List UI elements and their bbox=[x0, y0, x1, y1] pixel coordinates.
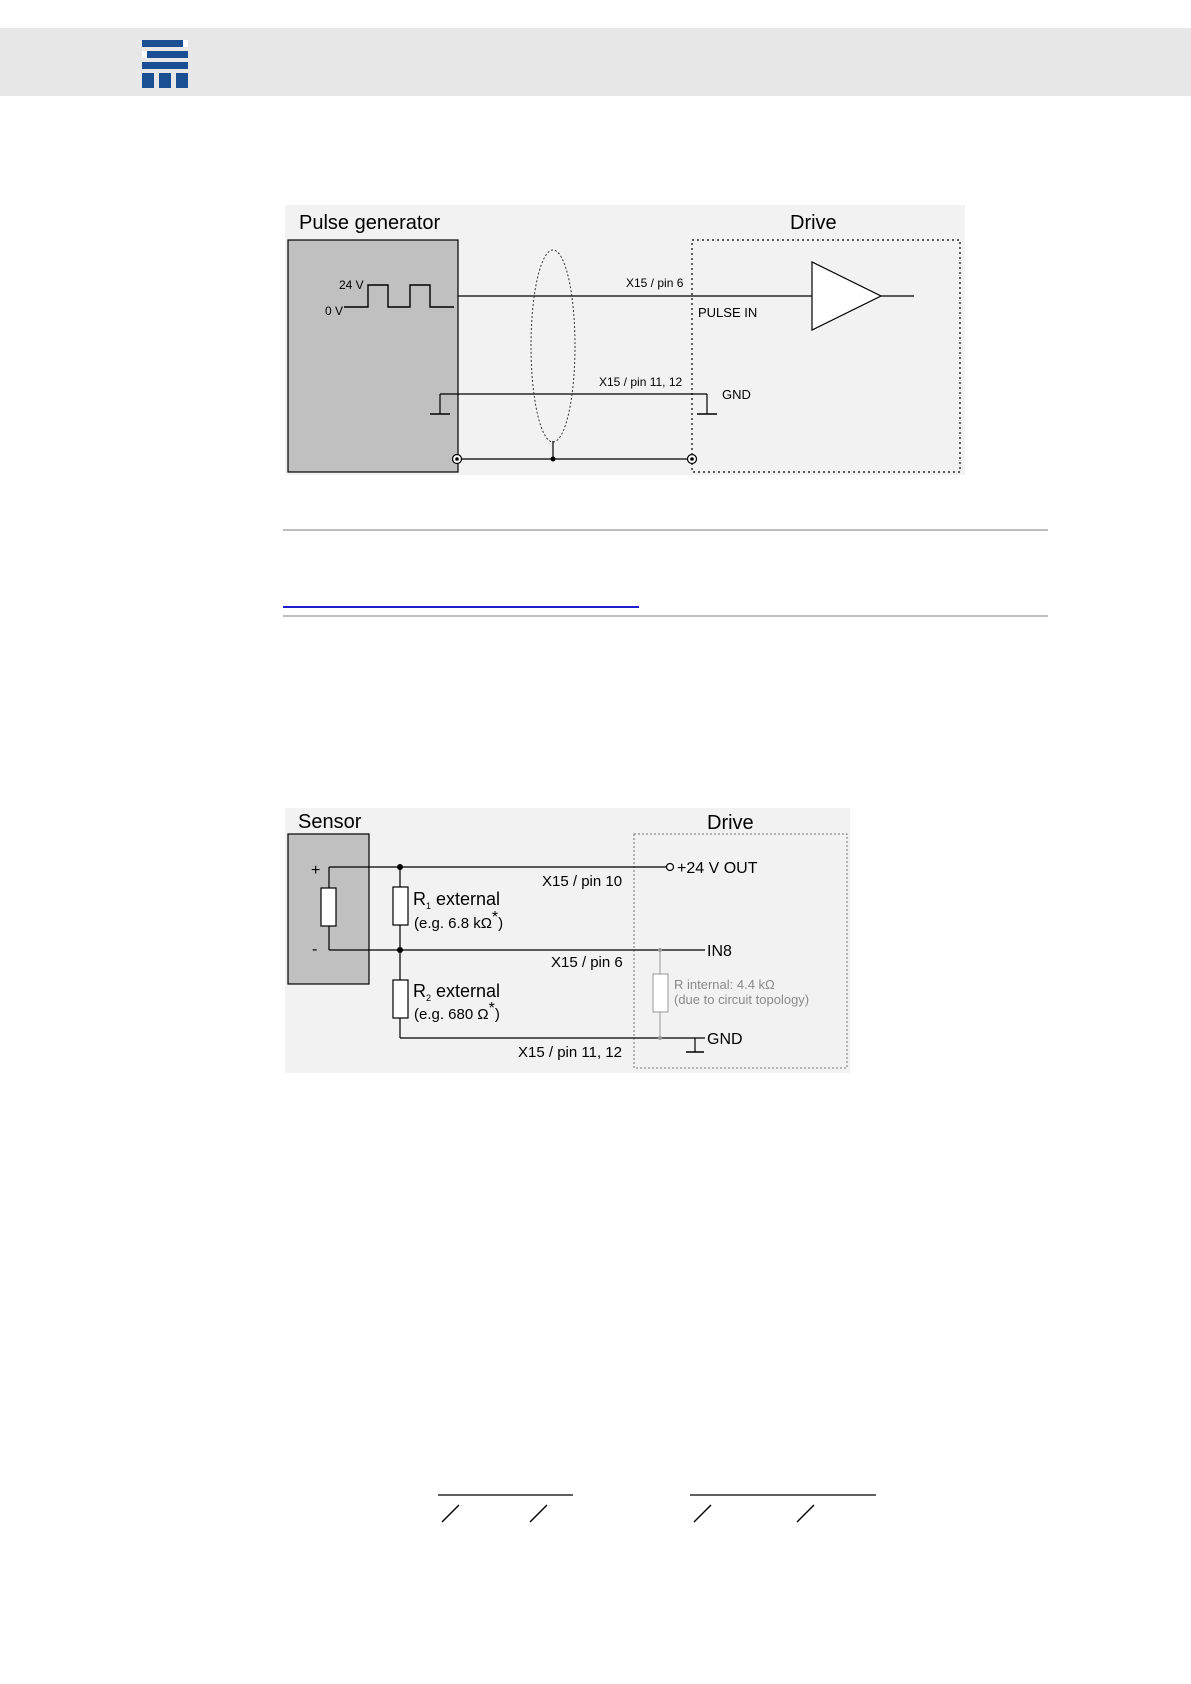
junction-top bbox=[397, 864, 403, 870]
label-pin6-2: X15 / pin 6 bbox=[551, 954, 623, 971]
label-gnd-2: GND bbox=[707, 1031, 743, 1048]
label-r2: $R_2$ external bbox=[413, 981, 501, 1003]
figure2-background bbox=[285, 808, 850, 1073]
label-gnd: GND bbox=[722, 387, 751, 402]
label-r2-value: (e.g. 680 Ω*) bbox=[414, 1000, 500, 1023]
note-rule-top bbox=[283, 529, 1048, 531]
figure-sensor-wiring bbox=[285, 808, 850, 1073]
label-24v-out: +24 V OUT bbox=[677, 860, 758, 877]
label-r1-value: (e.g. 6.8 kΩ*) bbox=[414, 909, 504, 932]
formula-fraction-bars bbox=[438, 1495, 876, 1522]
label-pin11-12: X15 / pin 11, 12 bbox=[599, 375, 683, 389]
hyperlink-underline[interactable] bbox=[283, 606, 639, 608]
slash-3 bbox=[694, 1505, 711, 1522]
resistor-r1 bbox=[393, 887, 408, 925]
resistor-internal bbox=[653, 974, 668, 1012]
figure-pulse-generator-wiring bbox=[285, 205, 965, 475]
terminal-24v-out bbox=[667, 864, 674, 871]
note-rule-bottom bbox=[283, 615, 1048, 617]
slash-2 bbox=[530, 1505, 547, 1522]
sensor-resistor bbox=[321, 888, 336, 926]
label-plus: + bbox=[311, 862, 321, 879]
label-0v: 0 V bbox=[325, 304, 344, 318]
label-pulse-in: PULSE IN bbox=[698, 305, 758, 320]
shield-junction bbox=[551, 457, 556, 462]
slash-4 bbox=[797, 1505, 814, 1522]
title-pulse-generator: Pulse generator bbox=[299, 212, 441, 234]
pulse-generator-box bbox=[288, 240, 458, 472]
label-24v: 24 V bbox=[339, 278, 364, 292]
slash-1 bbox=[442, 1505, 459, 1522]
title-sensor: Sensor bbox=[298, 811, 362, 833]
label-pin10: X15 / pin 10 bbox=[542, 873, 623, 890]
label-pin11-12-2: X15 / pin 11, 12 bbox=[518, 1044, 622, 1061]
label-r-internal: R internal: 4.4 kΩ bbox=[674, 977, 775, 992]
label-r1: $R_1$ external bbox=[413, 889, 501, 911]
label-topology: (due to circuit topology) bbox=[674, 992, 810, 1007]
label-minus: - bbox=[312, 941, 318, 958]
title-drive: Drive bbox=[790, 212, 837, 234]
label-in8: IN8 bbox=[707, 943, 732, 960]
junction-mid bbox=[397, 947, 403, 953]
resistor-r2 bbox=[393, 980, 408, 1018]
label-pin6: X15 / pin 6 bbox=[626, 276, 684, 290]
title-drive-2: Drive bbox=[707, 812, 754, 834]
